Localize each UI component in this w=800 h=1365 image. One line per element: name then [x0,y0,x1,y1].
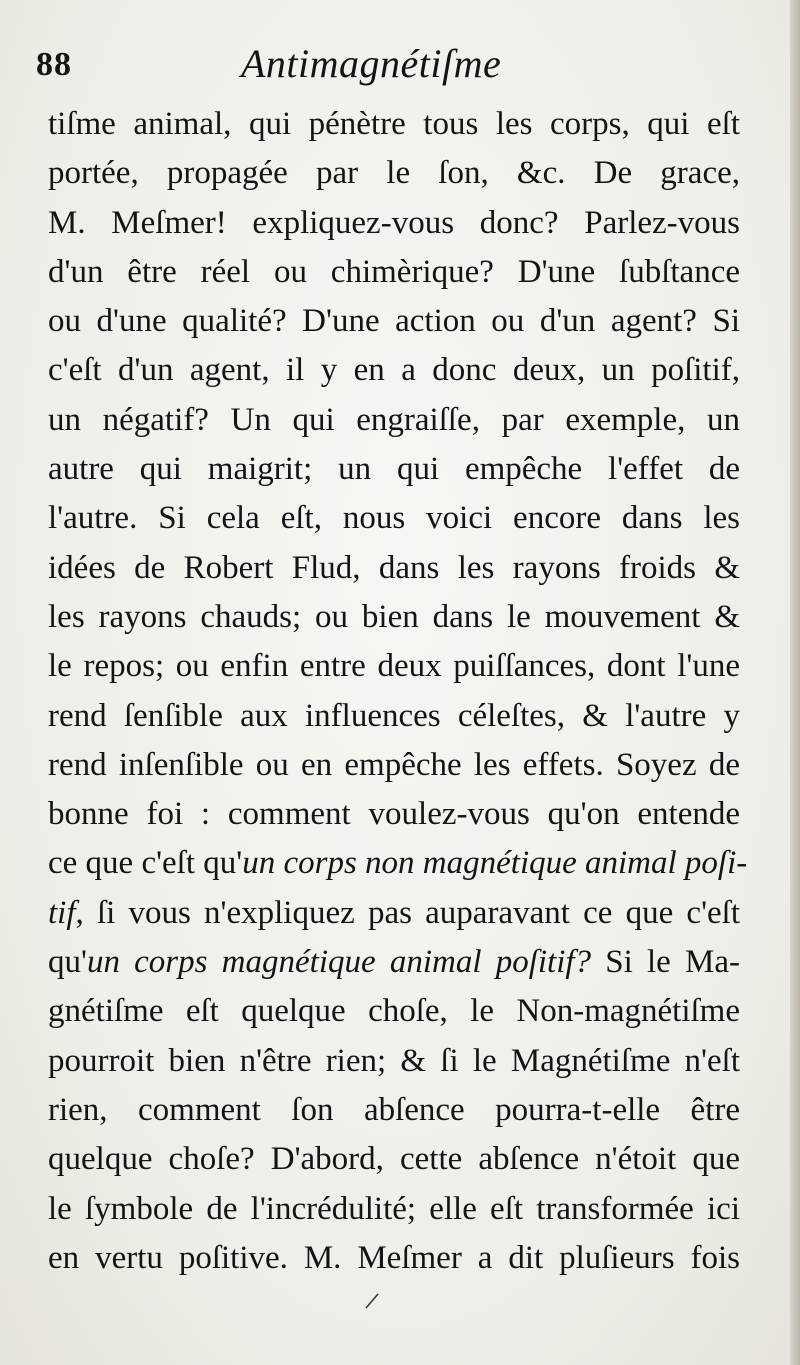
body-text [48,100,748,1283]
text-span: l'autre. Si cela eſt, nous voici encore dans les [48,500,740,537]
text-span: rend ſenſible aux influences céleſtes, & l'autre y [48,697,740,734]
text-span: idées de Robert Flud, dans les rayons froids & [48,549,740,586]
italic-span: un corps non magnétique animal poſi- [242,845,748,882]
text-line [48,593,740,642]
running-title: Antimagnétiſme [241,41,502,86]
text-span: gnétiſme eſt quelque choſe, le Non-magnétiſme [48,993,740,1030]
text-line [48,987,740,1036]
text-line [48,199,740,248]
text-line [48,544,740,593]
italic-span: tif [48,894,76,931]
text-span: Si le Ma- [591,944,740,981]
text-span: ce que c'eſt qu' [48,845,243,882]
text-line [48,938,740,987]
page-gutter-shadow [790,0,800,1365]
text-line [48,1185,740,1234]
text-line [48,642,740,691]
text-span: le repos; ou enfin entre deux puiſſances, dont l'une [48,648,740,685]
text-line [48,1037,740,1086]
page-number: 88 [36,46,72,83]
text-line [48,741,740,790]
text-span: un négatif? Un qui engraiſſe, par exemple, un [48,401,740,438]
text-span: les rayons chauds; ou bien dans le mouvement & [48,598,740,635]
text-span: autre qui maigrit; un qui empêche l'effet de [48,451,740,488]
text-span: rien, comment ſon abſence pourra-t-elle être [48,1091,740,1128]
text-line [48,494,740,543]
text-line [48,1086,740,1135]
text-span: quelque choſe? D'abord, cette abſence n'étoit que [48,1141,740,1178]
text-line [48,396,740,445]
text-line [48,248,740,297]
text-span: portée, propagée par le ſon, &c. De grace, [48,155,740,192]
text-line [48,692,740,741]
text-line [48,149,740,198]
text-line [48,1135,740,1184]
italic-span: un corps magnétique animal poſitif? [86,944,592,981]
text-span: qu' [48,944,87,981]
text-span: tiſme animal, qui pénètre tous les corps, qui eſt [48,106,740,142]
text-line [48,1234,740,1283]
text-span: ou d'une qualité? D'une action ou d'un agent? Si [48,303,740,340]
text-span: rend inſenſible ou en empêche les effets. Soyez de [48,746,740,783]
text-line [48,839,748,888]
text-span: M. Meſmer! expliquez-vous donc? Parlez-vous [48,204,740,241]
text-line [48,889,740,938]
text-span: pourroit bien n'être rien; & ſi le Magnétiſme n'eſt [48,1042,740,1079]
text-line [48,445,740,494]
text-span: , ſi vous n'expliquez pas auparavant ce que c'eſt [75,894,740,931]
text-line [48,790,740,839]
ink-mark [360,1292,390,1310]
text-line [48,346,740,395]
running-header [36,40,756,100]
text-span: en vertu poſitive. M. Meſmer a dit pluſieurs fois [48,1239,740,1276]
text-span: c'eſt d'un agent, il y en a donc deux, un poſitif, [48,352,740,389]
text-line [48,297,740,346]
text-span: bonne foi : comment voulez-vous qu'on entende [48,796,740,833]
text-line [48,100,740,149]
text-span: le ſymbole de l'incrédulité; elle eſt transformée ici [48,1190,740,1227]
text-span: d'un être réel ou chimèrique? D'une ſubſtance [48,253,740,290]
